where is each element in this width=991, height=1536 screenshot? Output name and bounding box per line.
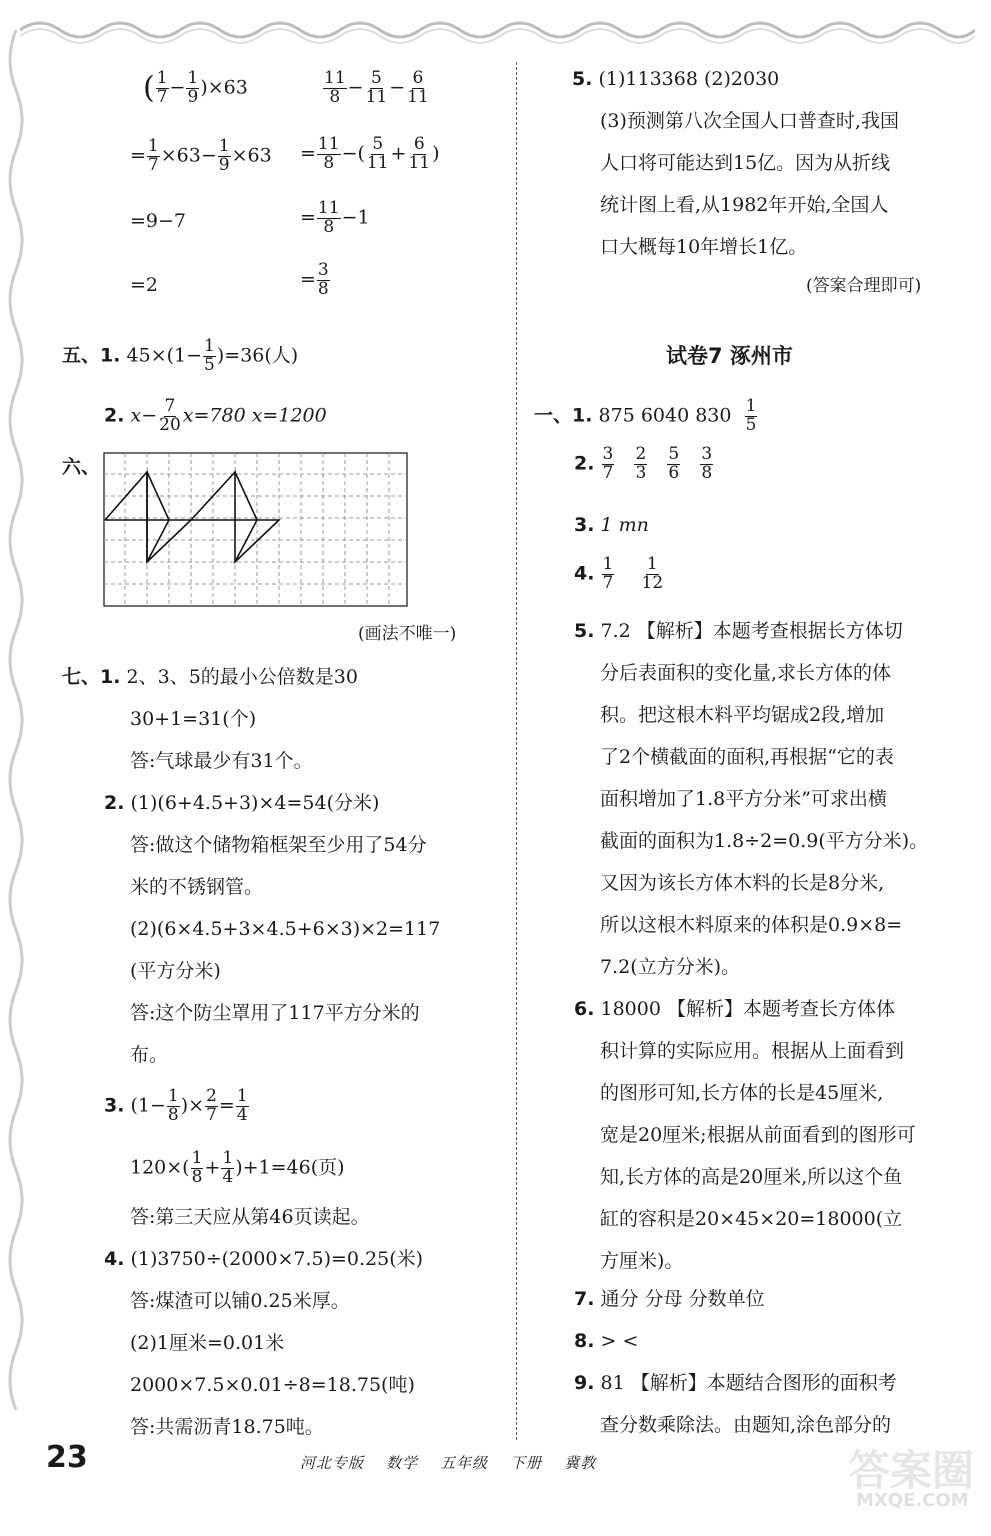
q4-line3: (2)1厘米=0.01米 [130,1332,285,1354]
r-a9-line1: 9. 81 【解析】本题结合图形的面积考 [574,1372,897,1394]
section-5-q2: 2. x− $\frac{7}{20}$ x=780 x=1200 [104,396,327,435]
watermark-url: MXQE.COM [856,1490,969,1511]
calc-b-line4: = $\frac{3}{8}$ [300,260,329,299]
column-divider [516,62,517,1440]
section-7-q1-line1: 七、1. 2、3、5的最小公倍数是30 [62,666,358,688]
q3-line2: 120×( $\frac{1}{8}$ + $\frac{1}{4}$ )+1=46(页) [130,1148,345,1187]
q3-line3: 答:第三天应从第46页读起。 [130,1206,370,1228]
q4-line2: 答:煤渣可以铺0.25米厚。 [130,1290,350,1312]
r-q5-line1: 5. (1)113368 (2)2030 [572,68,780,90]
section-6-note: (画法不唯一) [358,624,457,644]
calc-a-line1: ( $\frac{1}{7}$ − $\frac{1}{9}$ )×63 [143,68,248,107]
r-a6-line7: 方厘米)。 [600,1250,684,1272]
r-a5-line3: 积。把这根木料平均锯成2段,增加 [600,704,885,726]
r-q5-line4: 统计图上看,从1982年开始,全国人 [600,194,889,216]
r-a2: 2. $\frac{3}{7}$ $\frac{2}{3}$ $\frac{5}{6}$ $\frac{3}{8}$ [574,444,713,483]
r-a4: 4. $\frac{1}{7}$ $\frac{1}{12}$ [574,554,664,593]
q2-line6: 答:这个防尘罩用了117平方分米的 [130,1002,420,1024]
wavy-border-top [20,8,975,48]
q4-line1: 4. (1)3750÷(2000×7.5)=0.25(米) [104,1248,424,1270]
r-q5-note: (答案合理即可) [806,276,922,296]
watermark-logo: 答案圈 [848,1446,975,1495]
calc-a-line3: =9−7 [130,210,187,232]
q1-line2: 30+1=31(个) [130,708,257,730]
wavy-border-left [0,0,30,1536]
q2-line7: 布。 [130,1044,169,1066]
q2-line5: (平方分米) [130,960,221,982]
symmetry-grid-drawing [103,452,408,607]
r-a5-line7: 又因为该长方体木料的长是8分米, [600,872,885,894]
r-q5-line5: 口大概每10年增长1亿。 [600,236,808,258]
r-a6-line3: 的图形可知,长方体的长是45厘米, [600,1082,884,1104]
q4-line5: 答:共需沥青18.75吨。 [130,1416,324,1438]
r-a5-line8: 所以这根木料原来的体积是0.9×8= [600,914,903,936]
calc-a-line2: = $\frac{1}{7}$ ×63− $\frac{1}{9}$ ×63 [130,136,272,175]
q2-line2: 答:做这个储物箱框架至少用了54分 [130,834,427,856]
r-a6-line5: 知,长方体的高是20厘米,所以这个鱼 [600,1166,903,1188]
footer-info: 河北专版 数学 五年级 下册 冀教 [300,1454,597,1472]
r-a5-line6: 截面的面积为1.8÷2=0.9(平方分米)。 [600,830,929,852]
section-6-label: 六、 [62,456,101,478]
r-a1: 一、1. 875 6040 830 $\frac{1}{5}$ [534,396,757,435]
r-q5-line2: (3)预测第八次全国人口普查时,我国 [600,110,899,132]
r-a6-line1: 6. 18000 【解析】本题考查长方体体 [574,998,895,1020]
r-a8: 8. > < [574,1330,639,1352]
r-q5-line3: 人口将可能达到15亿。因为从折线 [600,152,891,174]
paper-title: 试卷7 涿州市 [666,344,793,368]
r-a5-line9: 7.2(立方分米)。 [600,956,741,978]
r-a5-line2: 分后表面积的变化量,求长方体的体 [600,662,892,684]
calc-b-line2: = $\frac{11}{8}$ −( $\frac{5}{11}$ + $\frac{6}{11}$ ) [300,134,440,173]
q2-line1: 2. (1)(6+4.5+3)×4=54(分米) [104,792,380,814]
r-a6-line4: 宽是20厘米;根据从前面看到的图形可 [600,1124,916,1146]
q4-line4: 2000×7.5×0.01÷8=18.75(吨) [130,1374,415,1396]
r-a5-line1: 5. 7.2 【解析】本题考查根据长方体切 [574,620,903,642]
section-5-q1: 五、1. 45×(1− $\frac{1}{5}$ )=36(人) [62,336,299,375]
calc-a-line4: =2 [130,274,159,296]
r-a7: 7. 通分 分母 分数单位 [574,1288,765,1310]
r-a6-line6: 缸的容积是20×45×20=18000(立 [600,1208,903,1230]
page-number: 23 [46,1440,88,1475]
q1-line3: 答:气球最少有31个。 [130,750,313,772]
calc-b-line3: = $\frac{11}{8}$ −1 [300,198,370,237]
calc-b-line1: $\frac{11}{8}$ − $\frac{5}{11}$ − $\frac{6}{11}$ [324,68,429,107]
r-a3: 3. 1 mn [574,514,649,536]
r-a5-line4: 了2个横截面的面积,再根据“它的表 [600,746,894,768]
q3-line1: 3. (1− $\frac{1}{8}$ )× $\frac{2}{7}$ = $\frac{1}{4}$ [104,1086,248,1125]
r-a6-line2: 积计算的实际应用。根据从上面看到 [600,1040,905,1062]
r-a9-line2: 查分数乘除法。由题知,涂色部分的 [600,1414,892,1436]
q2-line4: (2)(6×4.5+3×4.5+6×3)×2=117 [130,918,441,940]
q2-line3: 米的不锈钢管。 [130,876,264,898]
r-a5-line5: 面积增加了1.8平方分米”可求出横 [600,788,887,810]
